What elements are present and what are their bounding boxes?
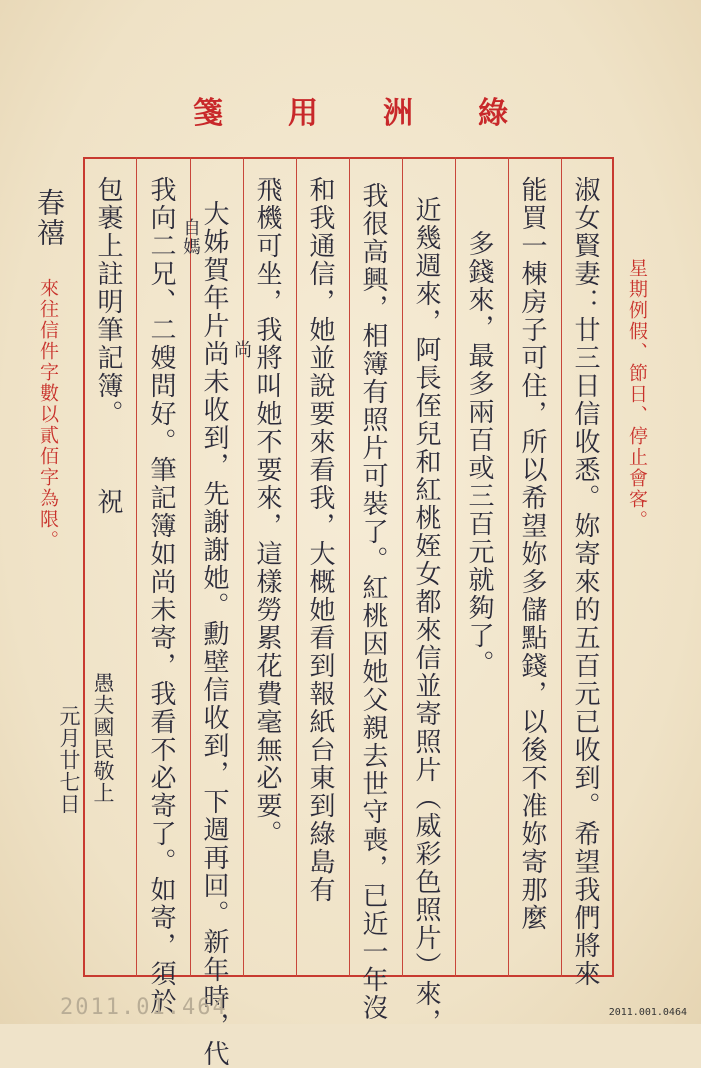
letterhead-char: 綠 [478,96,508,131]
letter-column-9: 我向二兄、二嫂問好。筆記簿如尚未寄，我看不必寄了。如寄，須於 [146,176,176,1016]
letter-column-5: 我很高興，相簿有照片可裝了。紅桃因她父親去世守喪，已近一年沒 [358,182,388,1022]
column-divider [402,157,403,977]
word-limit-notice: 來往信件字數以貳佰字為限。 [37,278,59,551]
letter-column-2: 能買一棟房子可住，所以希望妳多儲點錢，以後不准妳寄那麼 [517,176,547,932]
archive-stamp: 2011.01.464 [60,995,228,1020]
letter-column-4: 近幾週來，阿長侄兒和紅桃姪女都來信並寄照片（威彩色照片）來， [411,196,441,1036]
letter-column-3: 多錢來，最多兩百或三百元就夠了。 [464,230,494,678]
column-divider [349,157,350,977]
letterhead-title [0,88,701,132]
column-divider [243,157,244,977]
column-divider [136,157,137,977]
column-divider [455,157,456,977]
archive-number: 2011.001.0464 [608,1007,687,1018]
letter-date: 元月廿七日 [57,705,81,815]
recipient-name: 春禧 [33,188,66,248]
visiting-notice: 星期例假、節日、停止會客。 [626,258,648,531]
letterhead-char: 用 [288,96,318,131]
letter-column-8: 大姊賀年片尚未收到，先謝謝她。勳壁信收到，下週再回。新年時，代 [199,200,229,1068]
marginal-note: 尚 [231,340,252,359]
letter-column-10: 包裹上註明筆記簿。 [93,176,123,428]
marginal-note: 自媽 [180,218,201,256]
letter-column-6: 和我通信，她並說要來看我，大概她看到報紙台東到綠島有 [305,176,335,904]
column-divider [561,157,562,977]
closing-salutation: 祝 [93,488,123,516]
letterhead-char: 箋 [193,96,223,131]
letter-column-1: 淑女賢妻：廿三日信收悉。妳寄來的五百元已收到。希望我們將來 [570,176,600,988]
signature: 愚夫國民敬上 [91,672,115,804]
column-divider [296,157,297,977]
letterhead-char: 洲 [383,96,413,131]
column-divider [190,157,191,977]
letter-column-7: 飛機可坐，我將叫她不要來，這樣勞累花費毫無必要。 [252,176,282,848]
column-divider [508,157,509,977]
